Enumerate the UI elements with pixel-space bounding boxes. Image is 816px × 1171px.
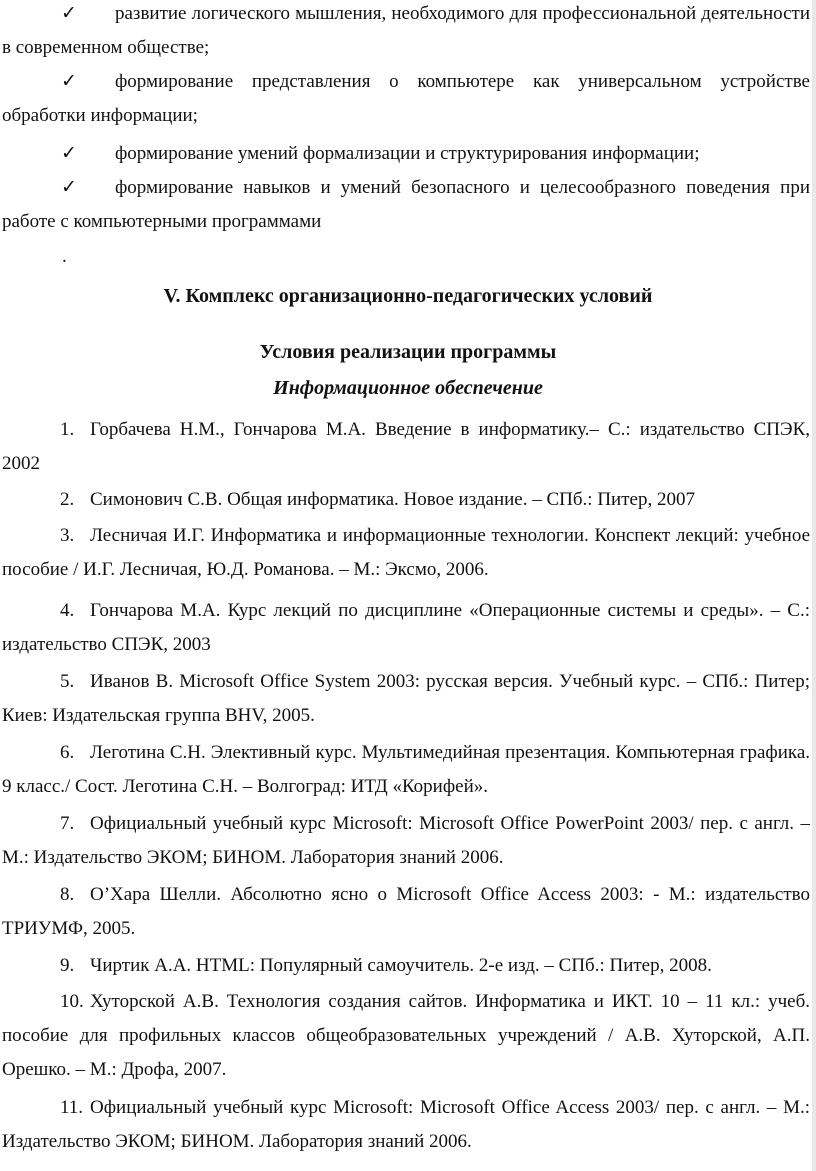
reference-text: Официальный учебный курс Microsoft: Microsoft Office PowerPoint 2003/ пер. с англ. – М.: Издательство ЭКОМ; БИНОМ. Лаборатория знаний 2006. xyxy=(2,813,810,868)
reference-text: Официальный учебный курс Microsoft: Microsoft Office Access 2003/ пер. с англ. – М.: Издательство ЭКОМ; БИНОМ. Лаборатория знаний 2006. xyxy=(2,1097,810,1152)
reference-number: 7. xyxy=(60,813,75,834)
reference-text: Хуторской А.В. Технология создания сайтов. Информатика и ИКТ. 10 – 11 кл.: учеб. пособие для профильных классов общеобразовательных учреждений / А.В. Хуторской, А.П. Орешко. – М.: Дрофа, 2007. xyxy=(2,991,810,1080)
reference-text: Лесничая И.Г. Информатика и информационные технологии. Конспект лекций: учебное пособие / И.Г. Лесничая, Ю.Д. Романова. – М.: Эксмо, 2006. xyxy=(2,525,810,580)
reference-number: 1. xyxy=(60,419,75,440)
subheading: Условия реализации программы xyxy=(259,341,557,363)
reference-text: О’Хара Шелли. Абсолютно ясно о Microsoft Office Access 2003: - М.: издательство ТРИУМФ, 2005. xyxy=(2,884,810,939)
checkmark-icon: ✓ xyxy=(61,142,77,164)
bullet-text: развитие логического мышления, необходимого для профессиональной деятельности в современном обществе; xyxy=(2,3,810,58)
checkmark-icon: ✓ xyxy=(61,70,77,92)
reference-item xyxy=(2,483,810,517)
reference-text: Симонович С.В. Общая информатика. Новое издание. – СПб.: Питер, 2007 xyxy=(90,489,695,510)
stray-dot: . xyxy=(62,246,67,267)
reference-number: 5. xyxy=(60,671,75,692)
reference-text: Горбачева Н.М., Гончарова М.А. Введение в информатику.– С.: издательство СПЭК, 2002 xyxy=(2,419,810,474)
reference-item xyxy=(2,1091,810,1159)
checkmark-icon: ✓ xyxy=(61,176,77,198)
reference-item xyxy=(2,594,810,662)
bullet-text: формирование умений формализации и структурирования информации; xyxy=(115,143,700,164)
reference-text: Гончарова М.А. Курс лекций по дисциплине «Операционные системы и среды». – С.: издательство СПЭК, 2003 xyxy=(2,600,810,655)
bullet-text: формирование представления о компьютере как универсальном устройстве обработки информации; xyxy=(2,71,810,126)
subsubheading: Информационное обеспечение xyxy=(273,377,543,399)
reference-number: 6. xyxy=(60,742,75,763)
bullet-item xyxy=(2,136,810,171)
section-heading: V. Комплекс организационно-педагогических условий xyxy=(163,285,653,307)
reference-number: 3. xyxy=(60,525,75,546)
reference-item xyxy=(2,878,810,946)
reference-item xyxy=(2,736,810,804)
reference-number: 2. xyxy=(60,489,75,510)
reference-number: 10. xyxy=(60,991,84,1012)
reference-number: 9. xyxy=(60,955,75,976)
reference-text: Леготина С.Н. Элективный курс. Мультимедийная презентация. Компьютерная графика. 9 класс./ Сост. Леготина С.Н. – Волгоград: ИТД «Корифей». xyxy=(2,742,810,797)
bullet-item xyxy=(2,170,810,239)
reference-number: 8. xyxy=(60,884,75,905)
bullet-text: формирование навыков и умений безопасного и целесообразного поведения при работе с компьютерными программами xyxy=(2,177,810,232)
bullet-item xyxy=(2,0,810,65)
reference-item xyxy=(2,519,810,587)
bullet-item xyxy=(2,64,810,133)
reference-item xyxy=(2,949,810,983)
reference-item xyxy=(2,807,810,875)
reference-number: 4. xyxy=(60,600,75,621)
reference-item xyxy=(2,413,810,481)
reference-item xyxy=(2,665,810,733)
reference-number: 11. xyxy=(60,1097,84,1118)
reference-text: Иванов В. Microsoft Office System 2003: русская версия. Учебный курс. – СПб.: Питер; Киев: Издательская группа BHV, 2005. xyxy=(2,671,810,726)
page-edge-divider xyxy=(812,0,816,1171)
checkmark-icon: ✓ xyxy=(61,2,77,24)
reference-text: Чиртик А.А. HTML: Популярный самоучитель. 2-е изд. – СПб.: Питер, 2008. xyxy=(90,955,712,976)
reference-item xyxy=(2,985,810,1087)
